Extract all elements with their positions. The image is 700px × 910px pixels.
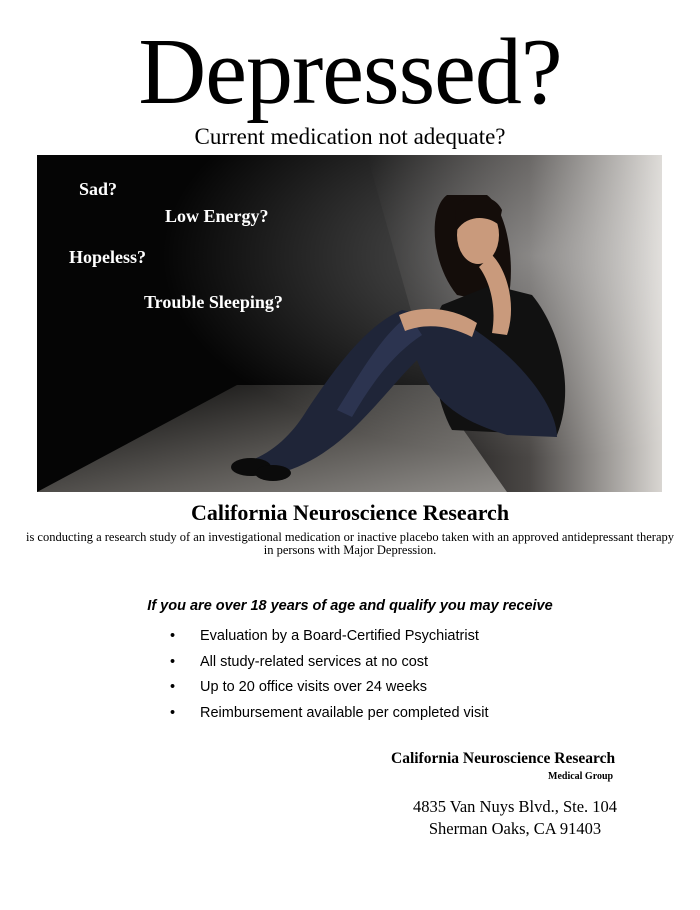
address-block [395,796,635,840]
bullet: • [170,679,176,695]
bullet: • [170,704,176,721]
study-description: is conducting a research study of an investigational medication or inactive placebo taken with an approved antidepressant therapy in persons with Major Depression. [25,530,675,557]
headline: Depressed? [138,20,562,124]
list-item [168,654,489,680]
seated-woman-illustration [37,155,662,492]
hero-photo [37,155,662,492]
address-line-2: Sherman Oaks, CA 91403 [428,819,602,838]
bullet: • [170,653,176,670]
symptom-hopeless: Hopeless? [69,247,147,267]
benefit-text: Evaluation by a Board-Certified Psychiatrist [200,628,479,644]
benefit-text: Up to 20 office visits over 24 weeks [200,679,428,695]
symptom-low-energy: Low Energy? [165,206,269,226]
benefit-text: All study-related services at no cost [200,653,429,670]
list-item [168,628,489,654]
list-item [168,679,489,705]
footer-organization-name: California Neuroscience Research [391,750,616,767]
benefits-list [168,628,489,730]
symptom-trouble-sleeping: Trouble Sleeping? [144,292,283,312]
address-line-1: 4835 Van Nuys Blvd., Ste. 104 [412,797,618,816]
eligibility-statement: If you are over 18 years of age and qualify you may receive [147,598,553,614]
subheadline: Current medication not adequate? [194,124,506,149]
symptom-sad: Sad? [79,179,118,199]
benefit-text: Reimbursement available per completed visit [200,704,489,721]
organization-name: California Neuroscience Research [190,500,510,525]
bullet: • [170,628,176,644]
list-item [168,705,489,731]
footer-medical-group: Medical Group [548,771,614,782]
